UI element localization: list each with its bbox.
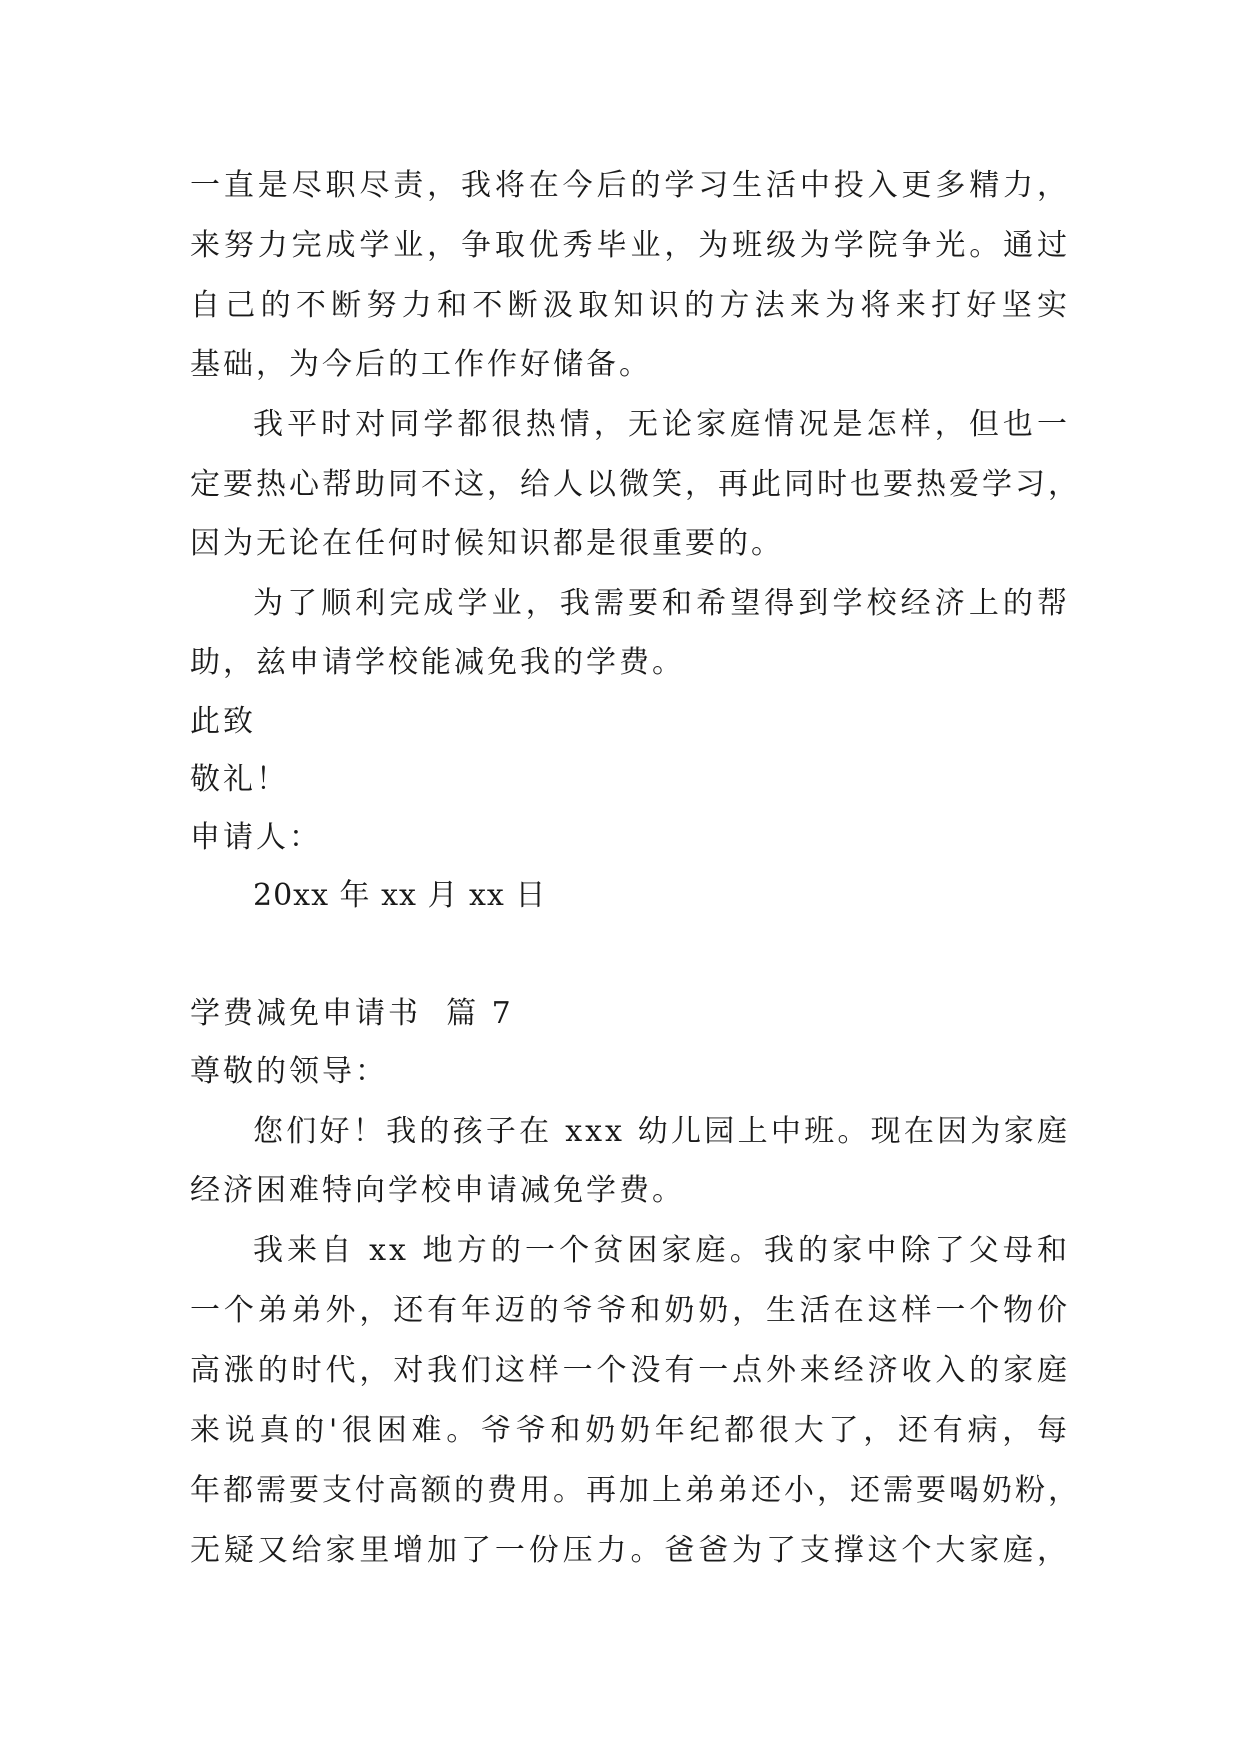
applicant-label: 申请人： <box>190 820 322 855</box>
text-line: 我平时对同学都很热情，无论家庭情况是怎样，但也一 <box>253 407 1070 442</box>
greeting: 尊敬的领导： <box>190 1054 388 1089</box>
text-line: 因为无论在任何时候知识都是很重要的。 <box>190 526 784 561</box>
text-line: 高涨的时代，对我们这样一个没有一点外来经济收入的家庭 <box>190 1353 1070 1388</box>
text-line: 基础，为今后的工作作好储备。 <box>190 347 652 382</box>
text-line: 来说真的'很困难。爷爷和奶奶年纪都很大了，还有病，每 <box>190 1413 1070 1448</box>
date-line: 20xx 年 xx 月 xx 日 <box>253 878 547 913</box>
text-line: 经济困难特向学校申请减免学费。 <box>190 1173 685 1208</box>
text-line: 无疑又给家里增加了一份压力。爸爸为了支撑这个大家庭， <box>190 1533 1070 1568</box>
closing-regards: 敬礼！ <box>190 762 289 797</box>
text-line: 来努力完成学业，争取优秀毕业，为班级为学院争光。通过 <box>190 228 1070 263</box>
text-line: 定要热心帮助同不这，给人以微笑，再此同时也要热爱学习， <box>190 467 1081 502</box>
text-line: 助，兹申请学校能减免我的学费。 <box>190 645 685 680</box>
text-line: 您们好！我的孩子在 xxx 幼儿园上中班。现在因为家庭 <box>253 1114 1070 1149</box>
closing-salute: 此致 <box>190 704 256 739</box>
text-line: 一直是尽职尽责，我将在今后的学习生活中投入更多精力， <box>190 168 1070 203</box>
text-line: 我来自 xx 地方的一个贫困家庭。我的家中除了父母和 <box>253 1233 1070 1268</box>
text-line: 为了顺利完成学业，我需要和希望得到学校经济上的帮 <box>253 586 1070 621</box>
text-line: 年都需要支付高额的费用。再加上弟弟还小，还需要喝奶粉， <box>190 1473 1081 1508</box>
section-heading: 学费减免申请书 篇 7 <box>190 996 514 1031</box>
text-line: 一个弟弟外，还有年迈的爷爷和奶奶，生活在这样一个物价 <box>190 1293 1070 1328</box>
text-line: 自己的不断努力和不断汲取知识的方法来为将来打好坚实 <box>190 288 1070 323</box>
